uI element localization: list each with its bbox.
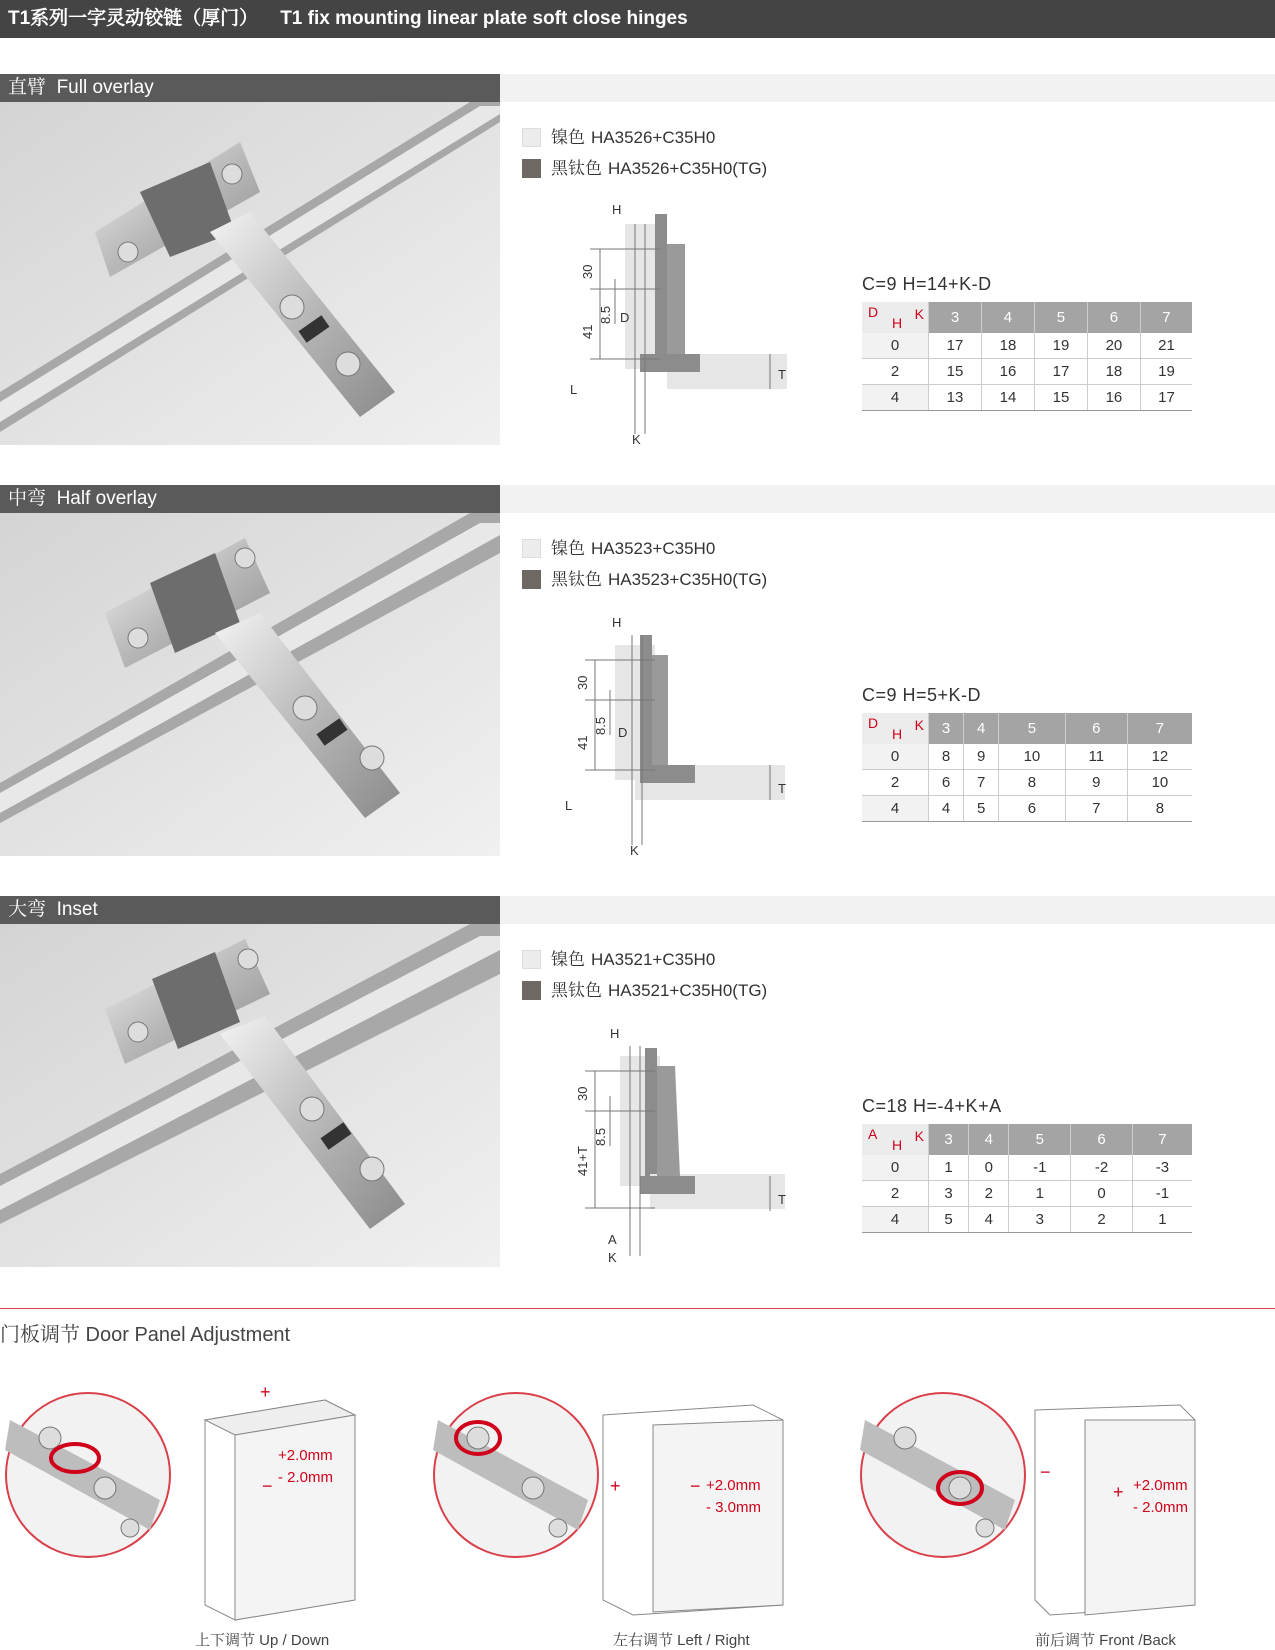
adjust-range: +2.0mm - 2.0mm	[278, 1447, 334, 1486]
svg-text:30: 30	[575, 675, 590, 690]
svg-text:T: T	[778, 781, 786, 796]
svg-text:+: +	[610, 1476, 621, 1496]
section-header	[0, 896, 500, 924]
section-header-band	[500, 485, 1275, 513]
adjust-range: +2.0mm - 2.0mm	[1133, 1477, 1189, 1516]
diagram-label-d: D	[620, 310, 630, 325]
section-full-overlay	[0, 74, 1275, 484]
svg-text:−: −	[690, 1476, 701, 1496]
svg-text:L: L	[565, 798, 573, 813]
svg-text:D: D	[618, 725, 628, 740]
variant-nickel: 镍色 HA3523+C35H0	[522, 533, 767, 564]
adjust-caption: 上下调节 Up / Down	[195, 1632, 330, 1649]
formula: C=9 H=5+K-D	[862, 685, 982, 705]
hinge-photo	[0, 513, 500, 856]
table-corner: D H K	[862, 302, 929, 333]
section-half-overlay	[0, 485, 1275, 895]
formula: C=18 H=-4+K+A	[862, 1096, 1002, 1116]
table-corner: D H K	[862, 713, 929, 744]
section-label-cn: 大弯	[8, 899, 47, 920]
adjust-range: +2.0mm - 3.0mm	[706, 1477, 762, 1516]
nickel-swatch	[522, 128, 541, 147]
page-title-cn: T1系列一字灵动铰链（厚门）	[8, 8, 259, 29]
svg-text:30: 30	[575, 1086, 590, 1101]
diagram-label-8-5: 8.5	[598, 305, 613, 324]
adjust-caption: 前后调节 Front /Back	[1035, 1632, 1176, 1649]
section-header-band	[500, 74, 1275, 102]
svg-text:−: −	[1040, 1462, 1051, 1482]
section-inset	[0, 896, 1275, 1306]
svg-text:A: A	[608, 1232, 617, 1247]
table-row: 2 3 2 1 0 -1	[862, 1181, 1192, 1207]
variant-list	[522, 944, 767, 1006]
table-row: 4 4 5 6 7 8	[862, 796, 1192, 822]
variant-code: HA3526+C35H0	[591, 127, 716, 147]
section-label-cn: 中弯	[8, 488, 47, 509]
table-row: 0 8 9 10 11 12	[862, 744, 1192, 770]
hinge-dimension-diagram	[560, 1026, 800, 1266]
svg-text:+: +	[1113, 1482, 1124, 1502]
adjust-left-right	[428, 1380, 808, 1650]
hinge-dimension-diagram	[560, 204, 800, 444]
svg-text:H: H	[610, 1026, 620, 1041]
section-label-en: Inset	[56, 899, 98, 920]
variant-black-titanium: 黑钛色 HA3521+C35H0(TG)	[522, 975, 767, 1006]
spec-table: D H K 3 4 5 6 7 0 17 18 19 20 21 2 15 16 17 18 19 4 13 14 15 16 17	[862, 302, 1192, 411]
variant-black-titanium: 黑钛色 HA3523+C35H0(TG)	[522, 564, 767, 595]
table-row: 4 5 4 3 2 1	[862, 1207, 1192, 1233]
svg-text:8.5: 8.5	[593, 716, 608, 735]
diagram-label-41: 41	[580, 324, 595, 339]
hinge-photo	[0, 102, 500, 445]
diagram-label-t: T	[778, 367, 786, 382]
spec-table: D H K 3 4 5 6 7 0 8 9 10 11 12 2 6 7 8 9 10 4 4 5 6 7 8	[862, 713, 1192, 822]
diagram-label-l: L	[570, 382, 578, 397]
black-titanium-swatch	[522, 159, 541, 178]
table-row: 2 6 7 8 9 10	[862, 770, 1192, 796]
page-title-bar	[0, 0, 1275, 38]
table-row: 0 1 0 -1 -2 -3	[862, 1155, 1192, 1181]
section-header	[0, 485, 500, 513]
svg-text:K: K	[608, 1250, 617, 1265]
section-divider	[0, 1308, 1275, 1309]
formula: C=9 H=14+K-D	[862, 274, 992, 294]
section-header-band	[500, 896, 1275, 924]
diagram-label-30: 30	[580, 264, 595, 279]
page-title-en: T1 fix mounting linear plate soft close hinges	[280, 8, 688, 29]
variant-color-name: 黑钛色	[551, 158, 602, 178]
nickel-swatch	[522, 950, 541, 969]
svg-text:T: T	[778, 1192, 786, 1207]
diagram-label-h: H	[612, 204, 622, 217]
svg-text:H: H	[612, 615, 622, 630]
table-row: 2 15 16 17 18 19	[862, 359, 1192, 385]
adjustment-title: 门板调节 Door Panel Adjustment	[0, 1324, 291, 1346]
variant-code: HA3526+C35H0(TG)	[608, 158, 768, 178]
table-row: 4 13 14 15 16 17	[862, 385, 1192, 411]
section-label-en: Full overlay	[56, 77, 154, 98]
adjust-caption: 左右调节 Left / Right	[613, 1632, 750, 1649]
variant-list	[522, 533, 767, 595]
adjust-front-back	[855, 1380, 1235, 1650]
variant-nickel	[522, 122, 767, 153]
adjust-up-down	[0, 1380, 380, 1650]
svg-text:41: 41	[575, 735, 590, 750]
minus-sign: −	[262, 1476, 273, 1496]
section-label-en: Half overlay	[56, 488, 157, 509]
diagram-label-k: K	[632, 432, 641, 444]
variant-black-titanium	[522, 153, 767, 184]
table-row: 0 17 18 19 20 21	[862, 333, 1192, 359]
adjust-illustration	[0, 1380, 380, 1625]
spec-table: A H K 3 4 5 6 7 0 1 0 -1 -2 -3 2 3 2 1 0 -1 4 5 4 3 2 1	[862, 1124, 1192, 1233]
svg-text:8.5: 8.5	[593, 1127, 608, 1146]
section-label-cn: 直臂	[8, 77, 47, 98]
plus-sign: +	[260, 1382, 271, 1402]
nickel-swatch	[522, 539, 541, 558]
variant-nickel: 镍色 HA3521+C35H0	[522, 944, 767, 975]
hinge-dimension-diagram	[560, 615, 800, 855]
variant-color-name: 镍色	[551, 127, 585, 147]
black-titanium-swatch	[522, 981, 541, 1000]
hinge-photo	[0, 924, 500, 1267]
section-header	[0, 74, 500, 102]
table-corner: A H K	[862, 1124, 929, 1155]
black-titanium-swatch	[522, 570, 541, 589]
svg-text:K: K	[630, 843, 639, 855]
variant-list	[522, 122, 767, 184]
svg-text:41+T: 41+T	[575, 1146, 590, 1176]
